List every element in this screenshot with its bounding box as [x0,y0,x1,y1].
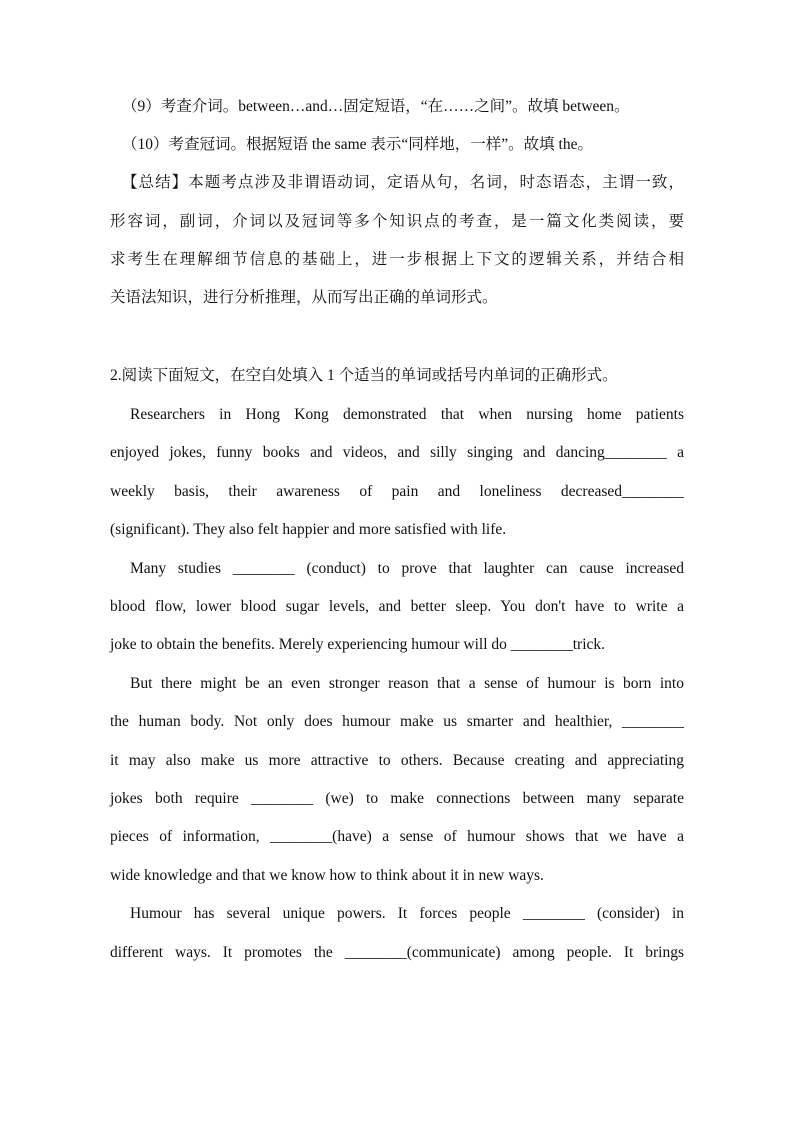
passage-line-15: different ways. It promotes the ________(communicate) among people. It brings [110,944,684,961]
passage-line-2: enjoyed jokes, funny books and videos, and silly singing and dancing________ a [110,444,684,461]
passage-line-7: joke to obtain the benefits. Merely experiencing humour will do ________trick. [110,636,606,653]
summary-line-4: 关语法知识，进行分析推理，从而写出正确的单词形式。 [110,289,498,306]
passage-line-11: jokes both require ________ (we) to make connections between many separate [110,790,684,807]
passage-line-5: Many studies ________ (conduct) to prove that laughter can cause increased [130,560,684,577]
passage-line-8: But there might be an even stronger reason that a sense of humour is born into [130,675,684,692]
answer-line-9: （9）考查介词。between…and…固定短语，“在……之间”。故填 between。 [122,98,630,115]
passage-line-1: Researchers in Hong Kong demonstrated that when nursing home patients [130,406,684,423]
passage-line-6: blood flow, lower blood sugar levels, and better sleep. You don't have to write a [110,598,684,615]
passage-line-13: wide knowledge and that we know how to think about it in new ways. [110,867,544,884]
passage-line-10: it may also make us more attractive to others. Because creating and appreciating [110,752,684,769]
passage-line-12: pieces of information, ________(have) a sense of humour shows that we have a [110,828,684,845]
summary-line-1: 【总结】本题考点涉及非谓语动词，定语从句，名词，时态语态，主谓一致， [122,174,684,191]
exercise-instruction: 2.阅读下面短文，在空白处填入 1 个适当的单词或括号内单词的正确形式。 [110,367,618,384]
passage-line-14: Humour has several unique powers. It forces people ________ (consider) in [130,905,684,922]
passage-line-3: weekly basis, their awareness of pain and loneliness decreased________ [110,483,684,500]
passage-line-9: the human body. Not only does humour make us smarter and healthier, ________ [110,713,684,730]
passage-line-4: (significant). They also felt happier and more satisfied with life. [110,521,507,538]
summary-line-2: 形容词，副词，介词以及冠词等多个知识点的考查，是一篇文化类阅读，要 [110,213,684,230]
answer-line-10: （10）考查冠词。根据短语 the same 表示“同样地，一样”。故填 the。 [122,136,593,153]
summary-line-3: 求考生在理解细节信息的基础上，进一步根据上下文的逻辑关系，并结合相 [110,251,684,268]
